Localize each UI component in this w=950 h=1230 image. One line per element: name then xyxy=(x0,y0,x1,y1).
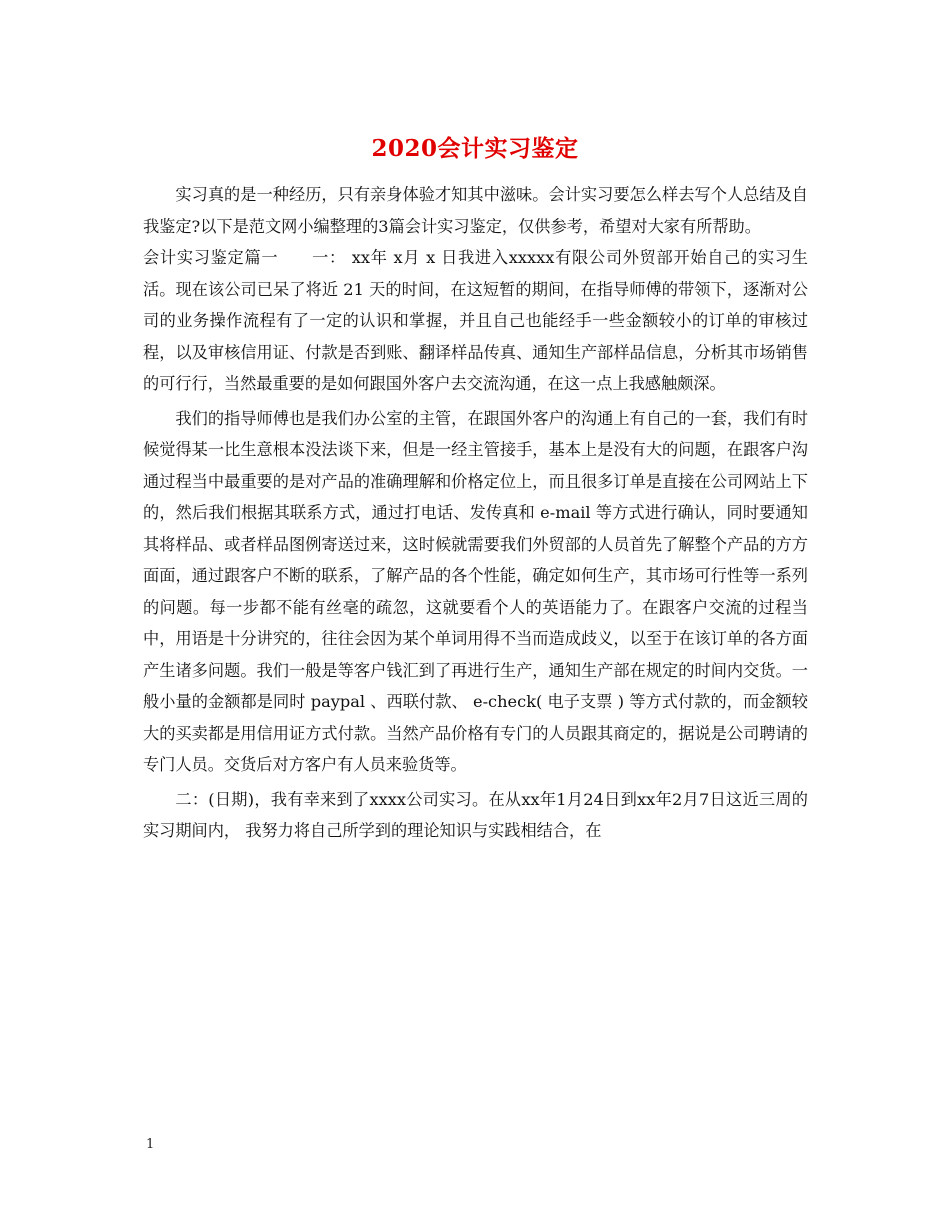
paragraph-part-two: 二：(日期)，我有幸来到了xxxx公司实习。在从xx年1月24日到xx年2月7日这近三周的实习期间内， 我努力将自己所学到的理论知识与实践相结合，在 xyxy=(143,789,808,840)
document-body xyxy=(143,179,808,847)
document-title: 2020会计实习鉴定 xyxy=(371,135,579,162)
paragraph-supervisor: 我们的指导师傅也是我们办公室的主管，在跟国外客户的沟通上有自己的一套，我们有时候觉得某一比生意根本没法谈下来，但是一经主管接手，基本上是没有大的问题，在跟客户沟通过程当中最重要的是对产品的准确理解和价格定位上，而且很多订单是直接在公司网站上下的，然后我们根据其联系方式，通过打电话、发传真和 e-mail 等方式进行确认，同时要通知其将样品、或者样品图例寄送过来，这时候就需要我们外贸部的人员首先了解整个产品的方方面面，通过跟客户不断的联系，了解产品的各个性能，确定如何生产，其市场可行性等一系列的问题。每一步都不能有丝毫的疏忽，这就要看个人的英语能力了。在跟客户交流的过程当中，用语是十分讲究的，往往会因为某个单词用得不当而造成歧义，以至于在该订单的各方面产生诸多问题。我们一般是等客户钱汇到了再进行生产，通知生产部在规定的时间内交货。一般小量的金额都是同时 paypal 、西联付款、 e-check( 电子支票 ) 等方式付款的，而金额较大的买卖都是用信用证方式付款。当然产品价格有专门的人员跟其商定的，据说是公司聘请的专门人员。交货后对方客户有人员来验货等。 xyxy=(143,408,808,774)
paragraph-intro: 实习真的是一种经历，只有亲身体验才知其中滋味。会计实习要怎么样去写个人总结及自我鉴定?以下是范文网小编整理的3篇会计实习鉴定，仅供参考，希望对大家有所帮助。 xyxy=(143,185,808,236)
paragraph-part-one: 会计实习鉴定篇一 一： xx年 x月 x 日我进入xxxxx有限公司外贸部开始自己的实习生活。现在该公司已呆了将近 21 天的时间，在这短暂的期间，在指导师傅的带领下，逐渐对公司的业务操作流程有了一定的认识和掌握，并且自己也能经手一些金额较小的订单的审核过程，以及审核信用证、付款是否到账、翻译样品传真、通知生产部样品信息，分析其市场销售的可行行，当然最重要的是如何跟国外客户去交流沟通，在这一点上我感触颇深。 xyxy=(143,248,808,393)
page-number: 1 xyxy=(146,1137,155,1152)
